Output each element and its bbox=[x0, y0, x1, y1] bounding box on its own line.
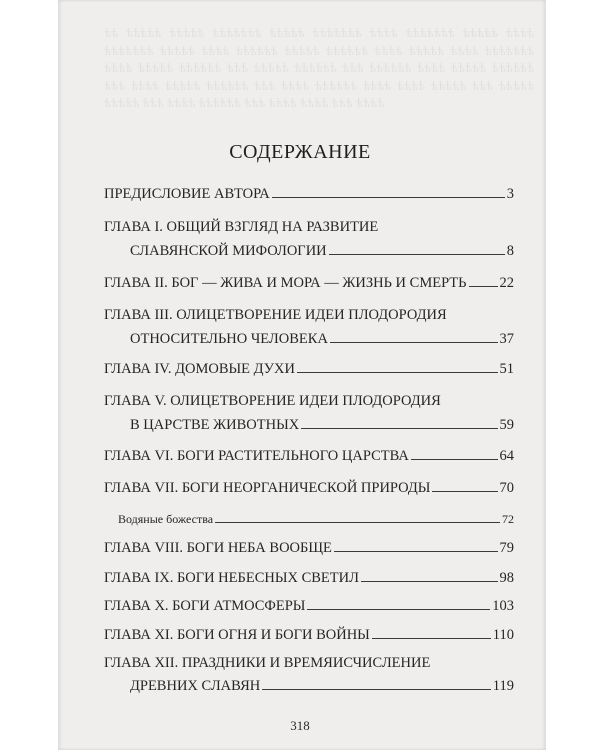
toc-page-number: 72 bbox=[502, 512, 514, 526]
toc-page-number: 110 bbox=[492, 627, 514, 643]
leader-line bbox=[361, 581, 498, 582]
toc-entry-title: ГЛАВА VIII. БОГИ НЕБА ВООБЩЕ bbox=[104, 540, 332, 556]
leader-line bbox=[215, 522, 500, 523]
toc-entry-title: ГЛАВА II. БОГ — ЖИВА И МОРА — ЖИЗНЬ И СМЕРТЬ bbox=[104, 275, 467, 291]
toc-page-number: 79 bbox=[499, 540, 514, 556]
toc-entry-chapter-5 bbox=[104, 393, 514, 434]
toc-entry-chapter-9 bbox=[104, 570, 514, 587]
page-title: СОДЕРЖАНИЕ bbox=[229, 141, 371, 163]
leader-line bbox=[411, 459, 498, 460]
toc-page-number: 8 bbox=[506, 243, 514, 259]
toc-entry-chapter-1 bbox=[104, 219, 514, 260]
toc-entry-title: ГЛАВА VII. БОГИ НЕОРГАНИЧЕСКОЙ ПРИРОДЫ bbox=[104, 480, 431, 496]
show-through-text: ѣѣ ѣѣѣѣѣ ѣѣѣѣѣ ѣѣѣѣѣѣѣ ѣѣѣѣѣ ѣѣѣѣѣѣѣ ѣѣѣѣ ѣѣѣѣѣѣѣ ѣѣѣѣѣ ѣѣѣѣ ѣѣѣѣѣѣѣ ѣѣѣѣѣ ѣѣѣѣ ѣѣѣѣѣѣ ѣѣѣѣѣ ѣѣѣѣѣѣ ѣѣѣѣ ѣѣѣѣѣ ѣѣѣѣ ѣѣѣѣѣѣѣ ѣѣѣѣ ѣѣѣѣѣ ѣѣѣѣѣѣ ѣѣѣ ѣѣѣѣѣ ѣѣѣѣѣѣ ѣѣѣ ѣѣѣѣѣѣ ѣѣѣѣ ѣѣѣѣѣ ѣѣѣѣѣѣ ѣѣѣ ѣѣѣѣ ѣѣѣѣѣ ѣѣѣѣѣѣ ѣѣѣ ѣѣѣѣ ѣѣѣѣѣѣ ѣѣѣѣ ѣѣѣѣ ѣѣѣѣѣ ѣѣѣ ѣѣѣѣѣ ѣѣѣѣѣ ѣѣѣ ѣѣѣѣ ѣѣѣѣѣѣ ѣѣѣ ѣѣѣѣ ѣѣѣѣ ѣѣѣ ѣѣѣѣ bbox=[104, 25, 534, 110]
leader-line bbox=[307, 609, 490, 610]
toc-page-number: 119 bbox=[492, 678, 514, 694]
toc-entry-subsection bbox=[104, 512, 514, 527]
toc-entry-chapter-10 bbox=[104, 598, 514, 615]
toc-entry-chapter-2 bbox=[104, 275, 514, 292]
toc-entry-title-cont: ОТНОСИТЕЛЬНО ЧЕЛОВЕКА bbox=[130, 331, 328, 347]
toc-entry-chapter-6 bbox=[104, 448, 514, 465]
toc-entry-title: ГЛАВА XI. БОГИ ОГНЯ И БОГИ ВОЙНЫ bbox=[104, 627, 370, 643]
toc-page-number: 37 bbox=[499, 331, 514, 347]
toc-entry-title: Водяные божества bbox=[118, 512, 214, 526]
toc-entry-chapter-7 bbox=[104, 480, 514, 497]
leader-line bbox=[262, 689, 491, 690]
toc-page-number: 98 bbox=[499, 570, 514, 586]
toc-entry-title: ПРЕДИСЛОВИЕ АВТОРА bbox=[104, 186, 270, 202]
toc-page-number: 70 bbox=[499, 480, 514, 496]
toc-entry-chapter-8 bbox=[104, 540, 514, 557]
toc-entry-title-cont: В ЦАРСТВЕ ЖИВОТНЫХ bbox=[130, 417, 300, 433]
leader-line bbox=[372, 638, 491, 639]
toc-entry-chapter-11 bbox=[104, 627, 514, 644]
toc-entry-title: ГЛАВА IX. БОГИ НЕБЕСНЫХ СВЕТИЛ bbox=[104, 570, 359, 586]
leader-line bbox=[469, 286, 498, 287]
toc-page-number: 3 bbox=[506, 186, 514, 202]
toc-page-number: 22 bbox=[499, 275, 514, 291]
toc-page-number: 103 bbox=[492, 598, 514, 614]
page-number: 318 bbox=[290, 718, 310, 733]
toc-page-number: 64 bbox=[499, 448, 514, 464]
toc-entry-title: ГЛАВА III. ОЛИЦЕТВОРЕНИЕ ИДЕИ ПЛОДОРОДИЯ bbox=[104, 307, 447, 323]
leader-line bbox=[301, 428, 497, 429]
leader-line bbox=[329, 254, 505, 255]
leader-line bbox=[272, 197, 505, 198]
toc-entry-title-cont: СЛАВЯНСКОЙ МИФОЛОГИИ bbox=[130, 243, 327, 259]
toc-entry-chapter-3 bbox=[104, 307, 514, 348]
leader-line bbox=[432, 491, 497, 492]
leader-line bbox=[297, 372, 498, 373]
toc-entry-preface bbox=[104, 186, 514, 203]
toc-entry-title: ГЛАВА I. ОБЩИЙ ВЗГЛЯД НА РАЗВИТИЕ bbox=[104, 219, 379, 235]
toc-entry-title: ГЛАВА XII. ПРАЗДНИКИ И ВРЕМЯИСЧИСЛЕНИЕ bbox=[104, 655, 431, 671]
leader-line bbox=[334, 551, 498, 552]
toc-entry-title: ГЛАВА IV. ДОМОВЫЕ ДУХИ bbox=[104, 361, 295, 377]
toc-entry-title-cont: ДРЕВНИХ СЛАВЯН bbox=[130, 678, 261, 694]
toc-page-number: 51 bbox=[499, 361, 514, 377]
toc-entry-title: ГЛАВА X. БОГИ АТМОСФЕРЫ bbox=[104, 598, 306, 614]
leader-line bbox=[330, 342, 498, 343]
toc-entry-chapter-4 bbox=[104, 361, 514, 378]
toc-entry-title: ГЛАВА VI. БОГИ РАСТИТЕЛЬНОГО ЦАРСТВА bbox=[104, 448, 409, 464]
toc-entry-title: ГЛАВА V. ОЛИЦЕТВОРЕНИЕ ИДЕИ ПЛОДОРОДИЯ bbox=[104, 393, 441, 409]
toc-entry-chapter-12 bbox=[104, 655, 514, 695]
toc-page-number: 59 bbox=[499, 417, 514, 433]
